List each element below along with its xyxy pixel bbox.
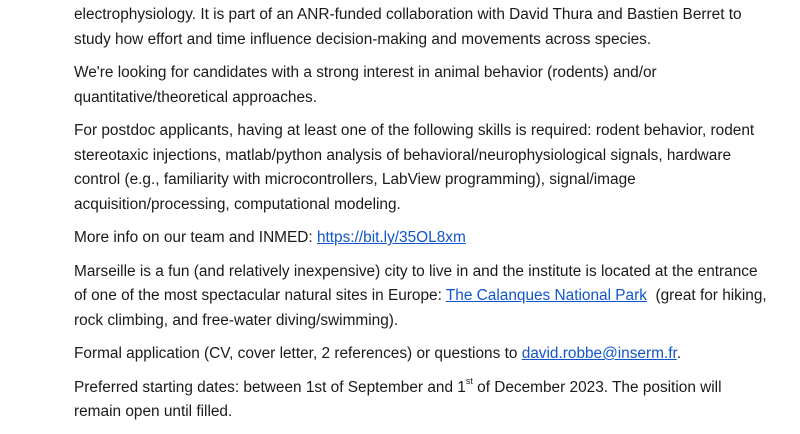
paragraph-text: acquisition/processing, computational modeling.	[74, 195, 401, 213]
paragraph-text: (great for hiking,	[646, 287, 767, 304]
document-body	[74, 3, 767, 434]
superscript-st: st	[465, 376, 473, 387]
paragraph-text: rock climbing, and free-water diving/swimming).	[74, 311, 399, 329]
paragraph-text: Marseille is a fun (and relatively inexpensive) city to live in and the institute is located at the entrance	[74, 262, 758, 280]
paragraph-start-dates	[74, 376, 734, 425]
paragraph-marseille	[74, 260, 767, 334]
paragraph-candidates	[74, 61, 734, 110]
email-link[interactable]: david.robbe@inserm.fr	[521, 345, 677, 362]
paragraph-text: stereotaxic injections, matlab/python analysis of behavioral/neurophysiological signals, hardware	[74, 146, 732, 164]
paragraph-text: study how effort and time influence decision-making and movements across species.	[74, 30, 652, 48]
paragraph-text: of one of the most spectacular natural sites in Europe:	[74, 287, 446, 304]
paragraph-text: remain open until filled.	[74, 403, 233, 420]
paragraph-text: More info on our team and INMED:	[74, 229, 317, 246]
paragraph-skills	[74, 119, 755, 217]
paragraph-more-info	[74, 226, 734, 251]
calanques-park-link[interactable]: The Calanques National Park	[445, 287, 647, 304]
paragraph-text: .	[676, 345, 682, 362]
paragraph-text: of December 2023. The position will	[472, 378, 722, 396]
paragraph-text: electrophysiology. It is part of an ANR-funded collaboration with David Thura and Bastien Berret to	[74, 6, 742, 23]
paragraph-text: For postdoc applicants, having at least one of the following skills is required: rodent behavior, rodent	[74, 122, 755, 139]
paragraph-text: Preferred starting dates: between 1st of September and 1	[74, 378, 466, 396]
paragraph-text: We're looking for candidates with a strong interest in animal behavior (rodents) and/or	[74, 64, 657, 81]
paragraph-text: control (e.g., familiarity with microcontrollers, LabView programming), signal/image	[74, 171, 636, 188]
paragraph-project	[74, 3, 742, 52]
team-info-link[interactable]: https://bit.ly/35OL8xm	[316, 229, 466, 246]
paragraph-application	[74, 342, 734, 367]
paragraph-text: quantitative/theoretical approaches.	[74, 88, 317, 106]
paragraph-text: Formal application (CV, cover letter, 2 references) or questions to	[74, 345, 522, 362]
